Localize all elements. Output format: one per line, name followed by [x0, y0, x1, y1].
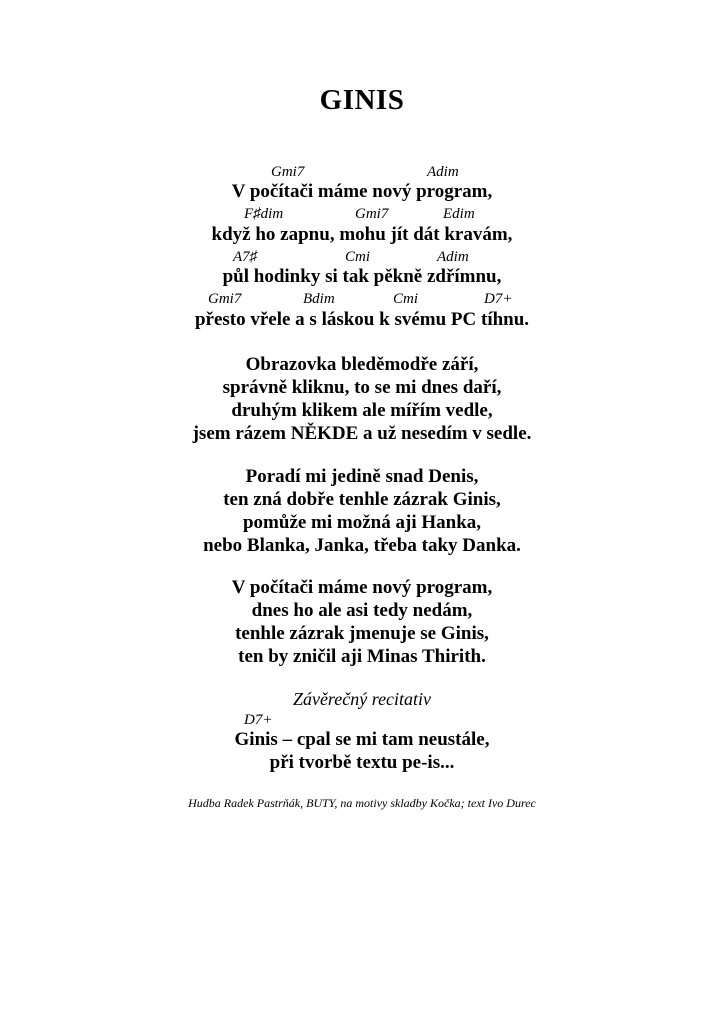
- chord-line: [0, 163, 724, 181]
- chord-label: Bdim: [303, 291, 335, 307]
- chord-label: Cmi: [345, 249, 371, 265]
- lyric-line: ten zná dobře tenhle zázrak Ginis,: [223, 489, 501, 510]
- lyric-line: nebo Blanka, Janka, třeba taky Danka.: [203, 535, 521, 556]
- chord-label: Cmi: [393, 291, 419, 307]
- lyric-line: pomůže mi možná aji Hanka,: [242, 512, 482, 533]
- chord-label: A7♯: [233, 249, 258, 265]
- lyric-line: dnes ho ale asi tedy nedám,: [251, 600, 473, 621]
- song-credits: Hudba Radek Pastrňák, BUTY, na motivy skladby Kočka; text Ivo Durec: [188, 796, 536, 810]
- lyric-line: V počítači máme nový program,: [231, 181, 493, 202]
- lyric-line: Obrazovka bleděmodře září,: [245, 354, 479, 375]
- chord-label: Adim: [437, 249, 469, 265]
- lyric-line: při tvorbě textu pe-is...: [269, 752, 455, 773]
- chord-label: D7+: [484, 291, 513, 307]
- chord-label: Gmi7: [208, 291, 242, 307]
- lyric-line: Poradí mi jedině snad Denis,: [245, 466, 479, 487]
- lyric-line: půl hodinky si tak pěkně zdřímnu,: [222, 266, 502, 287]
- chord-label: Gmi7: [355, 206, 389, 222]
- chord-label: Edim: [443, 206, 475, 222]
- chord-line: [0, 205, 724, 223]
- song-title: GINIS: [319, 84, 405, 116]
- chord-label: Adim: [427, 164, 459, 180]
- chord-line: [0, 248, 724, 266]
- chord-label: D7+: [244, 712, 273, 728]
- chord-line: [0, 711, 724, 729]
- chord-line: [0, 290, 724, 308]
- lyric-line: tenhle zázrak jmenuje se Ginis,: [235, 623, 489, 644]
- lyric-line: ten by zničil aji Minas Thirith.: [238, 646, 486, 667]
- lyric-line: když ho zapnu, mohu jít dát kravám,: [211, 224, 513, 245]
- lyric-line: jsem rázem NĚKDE a už nesedím v sedle.: [192, 423, 532, 444]
- lyric-line: V počítači máme nový program,: [231, 577, 493, 598]
- chord-label: Gmi7: [271, 164, 305, 180]
- chord-label: F♯dim: [244, 206, 284, 222]
- lyric-line: správně kliknu, to se mi dnes daří,: [222, 377, 502, 398]
- lyric-line: přesto vřele a s láskou k svému PC tíhnu.: [194, 309, 530, 330]
- lyric-line: druhým klikem ale mířím vedle,: [231, 400, 493, 421]
- lyric-line: Ginis – cpal se mi tam neustále,: [234, 729, 490, 750]
- recitative-heading: Závěrečný recitativ: [292, 689, 432, 709]
